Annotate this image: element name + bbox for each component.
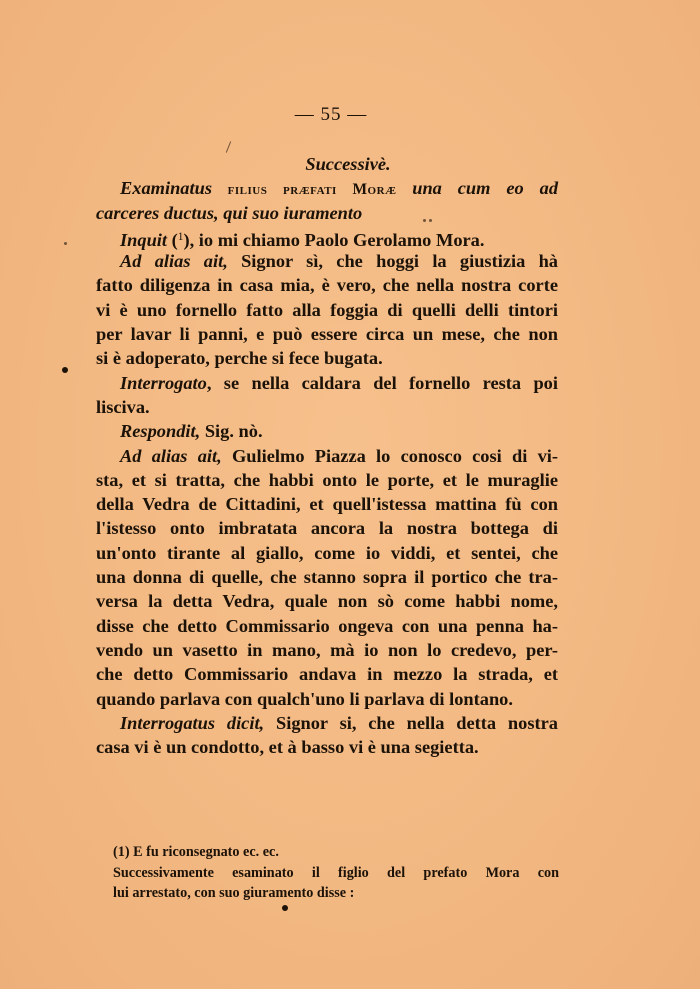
body-text	[96, 152, 558, 759]
text-segment: lisciva.	[96, 396, 150, 417]
text-segment: Interrogato	[120, 372, 207, 393]
text-segment: , se nella caldara del fornello resta poi	[206, 372, 558, 393]
text-segment: Signor si, che nella detta nostra	[264, 712, 558, 733]
text-line	[96, 371, 558, 395]
text-segment: per lavar li panni, e può essere circa un mese, che non	[96, 324, 558, 345]
text-segment: fatto diligenza in casa mia, è vero, che nella nostra corte	[96, 275, 558, 296]
text-segment: casa vi è un condotto, et à basso vi è una segietta.	[96, 737, 479, 758]
ink-dot	[64, 242, 67, 245]
text-line	[96, 322, 558, 346]
text-line	[96, 516, 558, 540]
text-segment: Examinatus	[120, 178, 212, 199]
text-line	[96, 395, 558, 419]
ink-dot	[282, 905, 288, 911]
text-segment: quando parlava con qualch'uno li parlava di lontano.	[96, 688, 513, 709]
text-segment: l'istesso onto imbratata ancora la nostra bottega di	[96, 518, 558, 539]
text-segment: che detto Commissario andava in mezzo la strada, et	[96, 664, 558, 685]
text-segment: Ad alias ait,	[120, 251, 228, 272]
text-line	[96, 735, 558, 759]
footnote	[113, 842, 559, 904]
text-line	[96, 711, 558, 735]
text-line	[96, 492, 558, 516]
text-segment: disse che detto Commissario ongeva con una penna ha-	[96, 615, 558, 636]
text-line	[96, 176, 558, 200]
text-line	[96, 346, 558, 370]
footnote-line: (1) E fu riconsegnato ec. ec.	[113, 844, 279, 860]
page-number: — 55 —	[294, 104, 368, 125]
text-segment: Inquit	[120, 229, 168, 250]
footnote-line: Successivamente esaminato il figlio del prefato Mora con	[113, 864, 559, 881]
text-line	[96, 419, 558, 443]
text-line	[96, 565, 558, 589]
text-segment: versa la detta Vedra, quale non sò come habbi nome,	[96, 591, 558, 612]
text-segment: un'onto tirante al giallo, come io viddi, et sentei, che	[96, 542, 558, 563]
text-segment: 1	[177, 230, 184, 243]
text-segment: della Vedra de Cittadini, et quell'istessa mattina fù con	[96, 494, 558, 515]
text-line	[96, 225, 558, 249]
text-line	[96, 589, 558, 613]
text-segment: ), io mi chiamo Paolo Gerolamo Mora.	[183, 229, 485, 250]
text-line	[96, 541, 558, 565]
text-line	[96, 273, 558, 297]
text-line	[96, 444, 558, 468]
text-line	[96, 201, 558, 225]
text-line	[96, 468, 558, 492]
text-segment: Ad alias ait,	[120, 445, 222, 466]
text-line	[96, 249, 558, 273]
text-segment: vi è uno fornello fatto alla foggia di quelli delli tintori	[96, 299, 558, 320]
text-line	[96, 614, 558, 638]
text-line	[96, 662, 558, 686]
ink-dot	[62, 367, 68, 373]
text-segment: Sig. nò.	[200, 421, 263, 442]
text-segment: una donna di quelle, che stanno sopra il portico che tra-	[96, 567, 558, 588]
footnote-line: lui arrestato, con suo giuramento disse :	[113, 885, 355, 901]
text-segment: carceres ductus, qui suo iuramento	[96, 202, 363, 223]
text-line	[96, 298, 558, 322]
text-segment: vendo un vasetto in mano, mà io non lo credevo, per-	[96, 639, 558, 660]
text-segment: Signor sì, che hoggi la giustizia hà	[227, 251, 558, 272]
text-segment: filius præfati Moræ	[212, 181, 413, 199]
text-line	[96, 638, 558, 662]
text-segment: sta, et si tratta, che habbi onto le porte, et le muraglie	[96, 469, 558, 490]
text-segment: Gulielmo Piazza lo conosco cosi di vi-	[221, 445, 559, 466]
text-segment: (	[167, 229, 178, 250]
text-segment: Interrogatus dicit,	[120, 712, 265, 733]
text-line	[96, 687, 558, 711]
text-segment: una cum eo ad	[412, 178, 559, 199]
section-heading: Successivè.	[305, 154, 391, 174]
text-segment: Respondit,	[120, 421, 201, 442]
text-segment: si è adoperato, perche si fece bugata.	[96, 348, 383, 369]
